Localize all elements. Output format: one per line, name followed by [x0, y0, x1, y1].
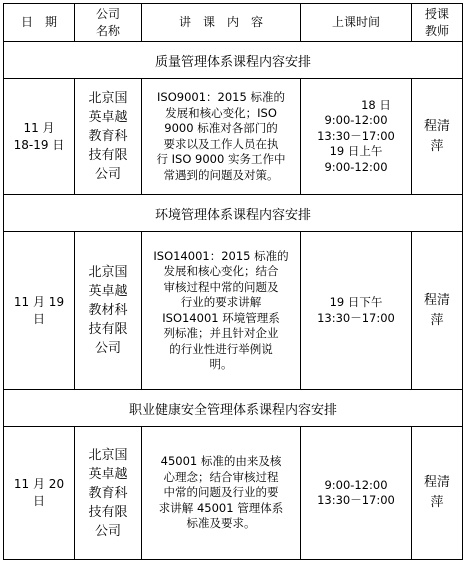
- time-cell: 18 日 9:00-12:00 13:30－17:00 19 日上午 9:00-12:00: [301, 79, 412, 195]
- section-title-row: [4, 42, 463, 79]
- course-schedule-table: [3, 3, 463, 560]
- table-row: [4, 427, 463, 560]
- company-cell: 北京国 英卓越 教材科 技有限 公司: [75, 232, 142, 390]
- date-cell: 11 月 20 日: [4, 427, 75, 560]
- section-title-ohs: 职业健康安全管理体系课程内容安排: [4, 390, 463, 427]
- header-date: 日 期: [4, 4, 75, 42]
- header-teacher: 授课 教师: [412, 4, 463, 42]
- content-cell: ISO14001：2015 标准的 发展和核心变化；结合 审核过程中常的问题及 行业的要求讲解 ISO14001 环境管理系 列标准；并且针对企业 的行业性进行举例说 明。: [142, 232, 301, 390]
- header-content: 讲 课 内 容: [142, 4, 301, 42]
- header-company: 公司 名称: [75, 4, 142, 42]
- date-cell: 11 月 18-19 日: [4, 79, 75, 195]
- content-cell: ISO9001：2015 标准的 发展和核心变化；ISO 9000 标准对各部门的 要求以及工作人员在执 行 ISO 9000 实务工作中 常遇到的问题及对策。: [142, 79, 301, 195]
- table-row: [4, 232, 463, 390]
- time-cell: 19 日下午 13:30－17:00: [301, 232, 412, 390]
- time-cell: 9:00-12:00 13:30－17:00: [301, 427, 412, 560]
- section-title-quality: 质量管理体系课程内容安排: [4, 42, 463, 79]
- date-cell: 11 月 19 日: [4, 232, 75, 390]
- teacher-cell: 程清 萍: [412, 232, 463, 390]
- section-title-row: [4, 390, 463, 427]
- section-title-environment: 环境管理体系课程内容安排: [4, 195, 463, 232]
- header-row: [4, 4, 463, 42]
- teacher-cell: 程清 萍: [412, 79, 463, 195]
- teacher-cell: 程清 萍: [412, 427, 463, 560]
- company-cell: 北京国 英卓越 教育科 技有限 公司: [75, 427, 142, 560]
- content-cell: 45001 标准的由来及核 心理念；结合审核过程 中常的问题及行业的要 求讲解 45001 管理体系 标准及要求。: [142, 427, 301, 560]
- company-cell: 北京国 英卓越 教育科 技有限 公司: [75, 79, 142, 195]
- header-time: 上课时间: [301, 4, 412, 42]
- table-row: [4, 79, 463, 195]
- section-title-row: [4, 195, 463, 232]
